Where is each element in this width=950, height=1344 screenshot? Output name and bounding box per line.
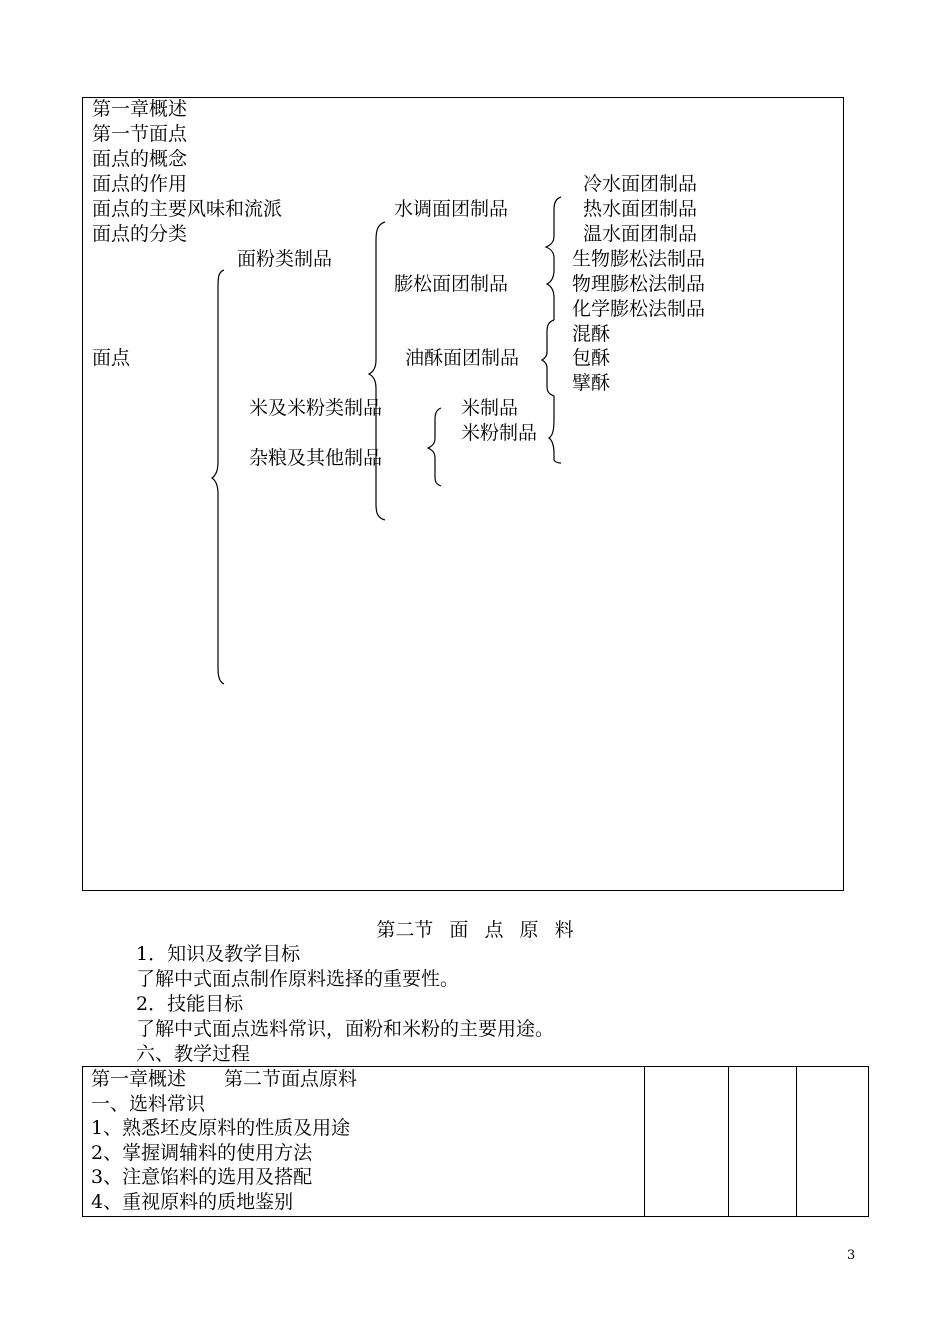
brace-water: [546, 197, 561, 270]
page-number: 3: [847, 1248, 856, 1263]
process-heading: 六、教学过程: [136, 1043, 251, 1065]
outline-line: 面点的作用: [92, 173, 188, 195]
tree-rice-product: 米制品: [461, 397, 519, 419]
tree-level3-item: 混酥: [572, 323, 611, 345]
tree-level3-item: 温水面团制品: [583, 223, 698, 245]
brace-oil: [542, 320, 561, 463]
table-line: 一、选料常识: [91, 1092, 206, 1115]
table-content-cell: [83, 1067, 645, 1217]
outline-line: 第一章概述: [92, 98, 188, 120]
outline-line: 面点的主要风味和流派: [92, 198, 283, 220]
tree-root: 面点: [92, 347, 131, 369]
tree-level3-item: 包酥: [572, 347, 611, 369]
section-title-part: 面: [449, 919, 469, 941]
tree-level1-rice: 米及米粉类制品: [249, 397, 383, 419]
section-title-part: 料: [554, 919, 574, 941]
goal1-text: 了解中式面点制作原料选择的重要性。: [136, 968, 460, 990]
table-line: 1、熟悉坯皮原料的性质及用途: [91, 1117, 351, 1139]
tree-level3-item: 冷水面团制品: [583, 173, 698, 195]
section-title-part: 原: [519, 919, 539, 941]
table-line: [83, 1067, 644, 1092]
outline-line: 面点的分类: [92, 223, 188, 245]
tree-level3-item: 生物膨松法制品: [572, 248, 706, 270]
table-line: 2、掌握调辅料的使用方法: [91, 1141, 313, 1164]
table-line-section: 第二节面点原料: [224, 1068, 358, 1090]
brace-leavened: [547, 270, 554, 320]
brace-rice: [428, 408, 441, 486]
tree-level3-item: 热水面团制品: [583, 198, 698, 220]
teaching-process-table: [82, 1066, 869, 1217]
tree-level2-leavened-dough: 膨松面团制品: [394, 273, 509, 295]
goal2-heading: 2．技能目标: [136, 993, 244, 1015]
goal2-text: 了解中式面点选料常识，面粉和米粉的主要用途。: [136, 1018, 555, 1040]
table-line: 4、重视原料的质地鉴别: [91, 1190, 294, 1213]
table-line-chapter: 第一章概述: [91, 1068, 187, 1090]
tree-rice-flour-product: 米粉制品: [461, 422, 538, 444]
tree-level2-water-dough: 水调面团制品: [394, 198, 509, 220]
outline-line: 第一节面点: [92, 123, 188, 145]
section-title-part: 点: [484, 919, 504, 941]
tree-level3-item: 化学膨松法制品: [572, 298, 706, 320]
outline-line: 面点的概念: [92, 148, 188, 170]
tree-level3-item: 物理膨松法制品: [572, 273, 706, 295]
goal1-heading: 1．知识及教学目标: [136, 943, 301, 965]
tree-level2-oil-dough: 油酥面团制品: [405, 347, 520, 369]
tree-level1-flour: 面粉类制品: [237, 248, 333, 270]
tree-level1-grains: 杂粮及其他制品: [249, 447, 383, 469]
table-empty-cell: [729, 1067, 797, 1217]
table-empty-cell: [797, 1067, 869, 1217]
section-title-part: 第二节: [376, 919, 434, 941]
section-title: [0, 917, 950, 943]
tree-level3-item: 擘酥: [572, 372, 611, 394]
table-line: 3、注意馅料的选用及搭配: [91, 1166, 313, 1188]
brace-main: [212, 270, 224, 684]
table-empty-cell: [645, 1067, 729, 1217]
brace-flour: [369, 222, 385, 520]
